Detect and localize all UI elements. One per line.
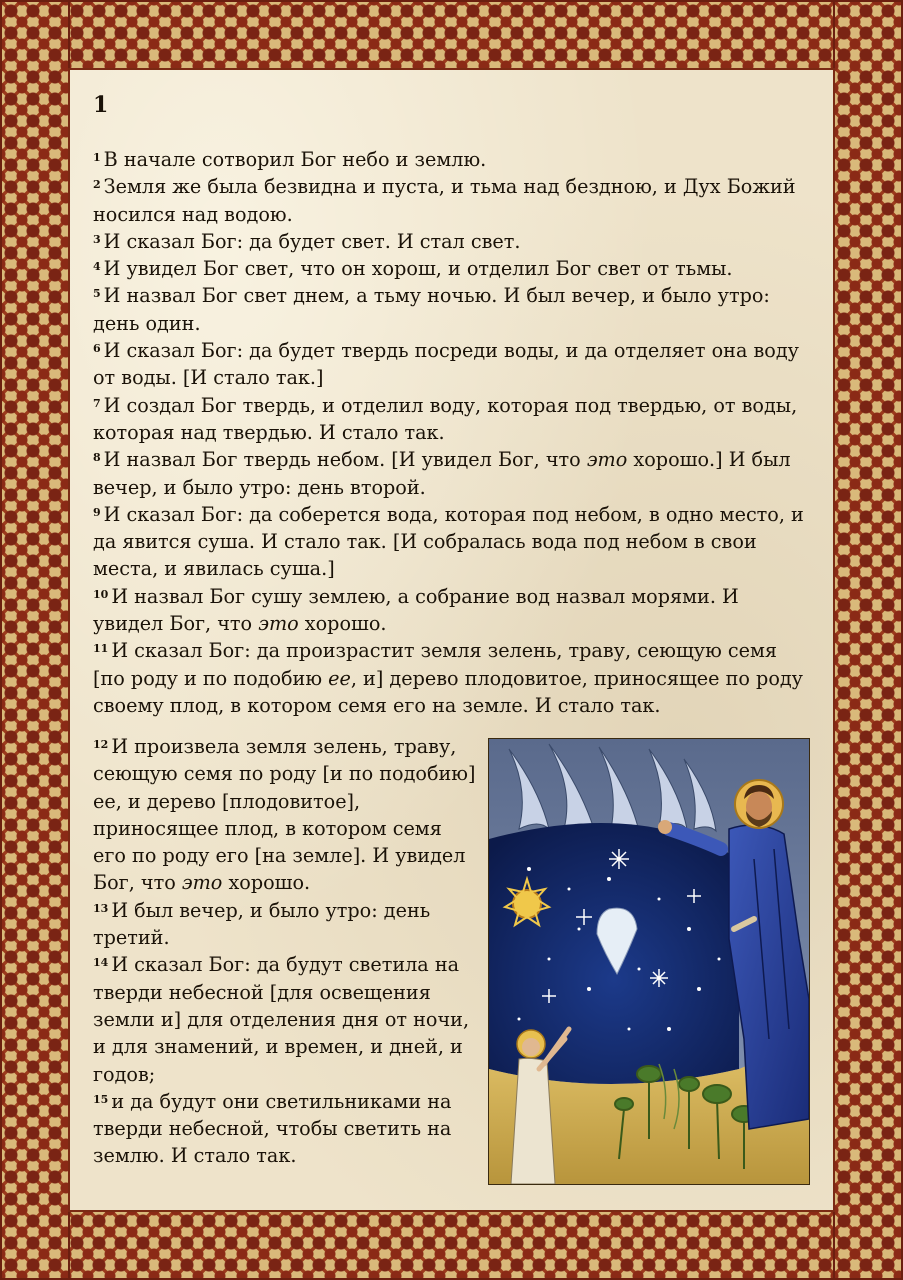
verse-text: И был вечер, и было утро: день третий. bbox=[93, 898, 431, 950]
verses-full-width bbox=[93, 146, 813, 719]
verse-text: И сказал Бог: да будет твердь посреди воды, и да отделяет она воду от воды. [И стало так.] bbox=[93, 339, 799, 390]
verse-11 bbox=[93, 637, 813, 719]
verse-number: 6 bbox=[93, 342, 101, 356]
verse-text: И произвела земля зелень, траву, сеющую семя по роду [и по подобию] ее, и дерево [плодовитое], приносящее плод, в котором семя его по роду его [на земле]. И увидел Бог, что bbox=[93, 735, 476, 895]
verse-6 bbox=[93, 337, 813, 392]
verse-number: 11 bbox=[93, 642, 109, 656]
verse-text: И сказал Бог: да будут светила на тверди небесной [для освещения земли и] для отделения дня от ночи, и для знамений, и времен, и дней, и годов; bbox=[93, 953, 470, 1086]
verse-number: 7 bbox=[93, 396, 101, 410]
verse-text: И сказал Бог: да произрастит земля зелень, траву, сеющую семя [по роду и по подобию bbox=[93, 639, 778, 690]
verse-12 bbox=[93, 733, 478, 897]
verse-number: 14 bbox=[93, 956, 109, 970]
verse-text: ее bbox=[328, 666, 351, 690]
verse-text: И назвал Бог свет днем, а тьму ночью. И был вечер, и было утро: день один. bbox=[93, 284, 770, 335]
verse-text: Земля же была безвидна и пуста, и тьма над бездною, и Дух Божий носился над водою. bbox=[93, 175, 796, 226]
verse-number: 12 bbox=[93, 738, 109, 751]
verse-15 bbox=[93, 1088, 478, 1170]
verse-2 bbox=[93, 173, 813, 228]
verse-4 bbox=[93, 255, 813, 282]
verse-7 bbox=[93, 392, 813, 447]
verse-8 bbox=[93, 446, 813, 501]
verse-13 bbox=[93, 897, 478, 952]
verse-number: 13 bbox=[93, 901, 109, 915]
chapter-number: 1 bbox=[93, 92, 109, 118]
verse-text: хорошо. bbox=[298, 612, 387, 636]
verse-text: , и] дерево плодовитое, приносящее по роду своему плод, в котором семя его на земле. И стало так. bbox=[93, 666, 803, 717]
verse-10 bbox=[93, 583, 813, 638]
verse-9 bbox=[93, 501, 813, 583]
verse-text: И сказал Бог: да будет свет. И стал свет. bbox=[103, 229, 521, 253]
verse-number: 3 bbox=[93, 232, 101, 246]
verse-number: 4 bbox=[93, 260, 101, 274]
verse-text: И создал Бог твердь, и отделил воду, которая под твердью, от воды, которая над твердью. И стало так. bbox=[93, 393, 798, 444]
verse-text: это bbox=[181, 871, 223, 895]
verse-1 bbox=[93, 146, 813, 173]
verse-text: И увидел Бог свет, что он хорош, и отделил Бог свет от тьмы. bbox=[103, 257, 733, 281]
verse-number: 1 bbox=[93, 151, 101, 164]
verse-number: 15 bbox=[93, 1092, 109, 1106]
verse-text: В начале сотворил Бог небо и землю. bbox=[103, 148, 487, 171]
verse-text: И назвал Бог сушу землею, а собрание вод назвал морями. И увидел Бог, что bbox=[93, 584, 739, 636]
verse-number: 10 bbox=[93, 587, 109, 601]
verse-text: хорошо. bbox=[222, 871, 311, 895]
verse-number: 9 bbox=[93, 505, 101, 519]
creation-icon-illustration bbox=[488, 738, 810, 1185]
verse-text: И сказал Бог: да соберется вода, которая под небом, в одно место, и да явится суша. И стало так. [И собралась вода под небом в свои места, и явилась суша.] bbox=[93, 502, 804, 581]
verse-14 bbox=[93, 951, 478, 1087]
verse-3 bbox=[93, 228, 813, 255]
ornamental-border-right bbox=[833, 0, 903, 1280]
ornamental-border-bottom bbox=[0, 1210, 903, 1280]
creation-icon-image bbox=[489, 739, 809, 1184]
verse-number: 8 bbox=[93, 451, 101, 465]
verse-text: это bbox=[586, 448, 628, 472]
verse-number: 5 bbox=[93, 287, 101, 301]
verse-text: И назвал Бог твердь небом. [И увидел Бог, что bbox=[103, 448, 587, 472]
verse-text: и да будут они светильниками на тверди небесной, чтобы светить на землю. И стало так. bbox=[93, 1089, 452, 1168]
verse-5 bbox=[93, 282, 813, 337]
verse-text: это bbox=[258, 612, 299, 636]
verse-text: хорошо.] И был вечер, и было утро: день второй. bbox=[93, 448, 791, 499]
ornamental-border-top bbox=[0, 0, 903, 70]
verses-column bbox=[93, 733, 478, 1170]
ornamental-border-left bbox=[0, 0, 70, 1280]
verse-number: 2 bbox=[93, 178, 101, 192]
